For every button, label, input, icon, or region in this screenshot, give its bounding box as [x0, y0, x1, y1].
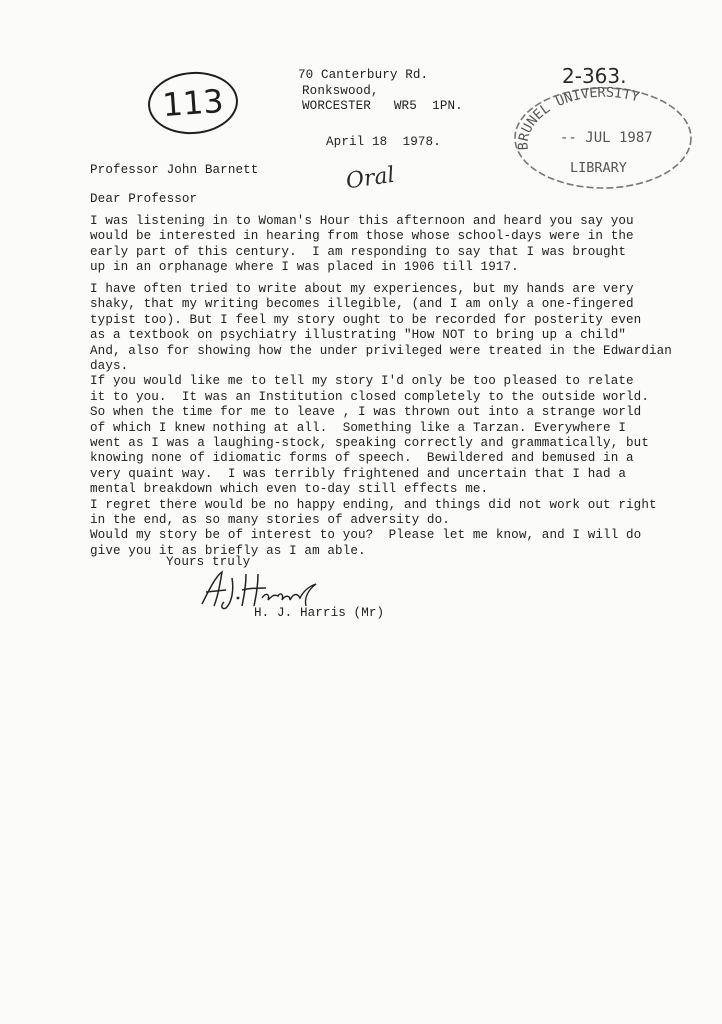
- circled-number-text: 113: [161, 81, 225, 125]
- paragraph-2-line: in the end, as so many stories of adversity do.: [90, 513, 450, 527]
- paragraph-2-line: give you it as briefly as I am able.: [90, 543, 366, 558]
- paragraph-2-line: very quaint way. I was terribly frightened and uncertain that I had a: [90, 466, 627, 481]
- paragraph-2-line: as a textbook on psychiatry illustrating "How NOT to bring up a child": [90, 328, 627, 343]
- paragraph-2-line: knowing none of idiomatic forms of speech. Bewildered and bemused in a: [90, 451, 634, 466]
- circled-page-number: [146, 69, 240, 137]
- paragraph-2-line: If you would like me to tell my story I'd only be too pleased to relate: [90, 374, 634, 389]
- address-line-3: WORCESTER WR5 1PN.: [302, 99, 463, 113]
- paragraph-1-line: I was listening in to Woman's Hour this afternoon and heard you say you: [90, 214, 634, 228]
- paragraph-2-line: I regret there would be no happy ending, and things did not work out right: [90, 497, 657, 512]
- stamp-date: -- JUL 1987: [560, 130, 653, 146]
- paragraph-2-line: it to you. It was an Institution closed completely to the outside world.: [90, 389, 649, 404]
- reference-number: 2-363.: [562, 64, 627, 88]
- library-stamp: [508, 80, 698, 192]
- paragraph-2-line: shaky, that my writing becomes illegible, (and I am only a one-fingered: [90, 297, 634, 312]
- address-line-2: Ronkswood,: [302, 84, 379, 98]
- stamp-university-text: BRUNEL UNIVERSITY: [515, 84, 642, 151]
- paragraph-1-line: would be interested in hearing from those whose school-days were in the: [90, 229, 634, 244]
- signatory-name: H. J. Harris (Mr): [254, 606, 385, 620]
- letter-date: April 18 1978.: [326, 135, 441, 149]
- recipient-name: Professor John Barnett: [90, 163, 259, 177]
- paragraph-2-line: typist too). But I feel my story ought to be recorded for posterity even: [90, 312, 642, 327]
- salutation: Dear Professor: [90, 192, 198, 206]
- paragraph-2-line: days.: [90, 359, 129, 373]
- paragraph-2-line: of which I knew nothing at all. Something like a Tarzan. Everywhere I: [90, 420, 627, 435]
- stamp-library-text: LIBRARY: [570, 160, 627, 176]
- paragraph-2-line: Would my story be of interest to you? Please let me know, and I will do: [90, 528, 642, 543]
- paragraph-2-line: mental breakdown which even to-day still effects me.: [90, 482, 489, 497]
- closing: Yours truly: [166, 555, 251, 569]
- paragraph-2-line: So when the time for me to leave , I was thrown out into a strange world: [90, 405, 642, 420]
- handwritten-oral-note: Oral: [344, 162, 397, 195]
- paragraph-2-line: I have often tried to write about my experiences, but my hands are very: [90, 282, 634, 296]
- paragraph-1-line: early part of this century. I am responding to say that I was brought: [90, 244, 627, 259]
- address-line-1: 70 Canterbury Rd.: [298, 68, 429, 82]
- paragraph-2-line: went as I was a laughing-stock, speaking correctly and grammatically, but: [90, 436, 649, 450]
- paragraph-2-line: And, also for showing how the under privileged were treated in the Edwardian: [90, 343, 672, 358]
- paragraph-1-line: up in an orphanage where I was placed in 1906 till 1917.: [90, 260, 519, 275]
